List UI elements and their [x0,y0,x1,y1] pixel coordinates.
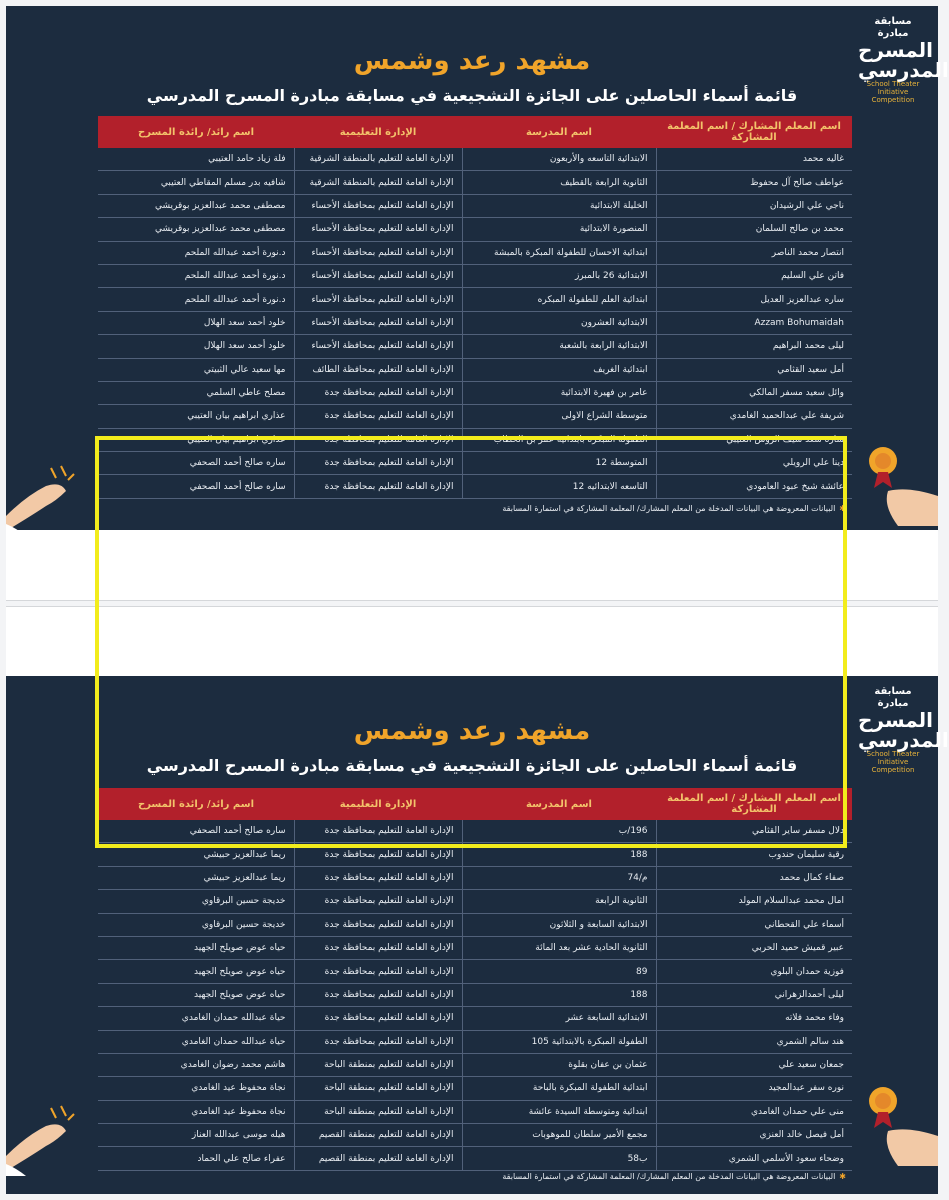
cell-teacher: صفاء كمال محمد [656,866,852,889]
table-row [98,1147,852,1170]
table-row [98,335,852,358]
cell-directorate: الإدارة العامة للتعليم بمحافظة جدة [294,1007,462,1030]
cell-school: الطفولة المبكرة بالابتدائية 105 [462,1030,656,1053]
cell-leader: حياه عوض صويلح الجهيد [98,936,294,959]
cell-directorate: الإدارة العامة للتعليم بمحافظة جدة [294,452,462,475]
table-row [98,1053,852,1076]
cell-directorate: الإدارة العامة للتعليم بمحافظة جدة [294,405,462,428]
logo-line-4: School Theater Initiative Competition [866,750,920,774]
cell-teacher: أمل فيصل خالد العنزي [656,1124,852,1147]
cell-directorate: الإدارة العامة للتعليم بمحافظة جدة [294,913,462,936]
cell-teacher: ليلى أحمدالزهراني [656,983,852,1006]
header-teacher: اسم المعلم المشارك / اسم المعلمة المشاركة [656,788,852,820]
cell-leader: د.نورة أحمد عبدالله الملحم [98,264,294,287]
cell-school: الابتدائية السابعة و الثلاثون [462,913,656,936]
cell-directorate: الإدارة العامة للتعليم بمحافظة جدة [294,820,462,843]
cell-teacher: وفاء محمد فلاته [656,1007,852,1030]
cell-school: ابتدائية الغريف [462,358,656,381]
cell-teacher: وضحاء سعود الأسلمي الشمري [656,1147,852,1170]
cell-school: الابتدائية السابعة عشر [462,1007,656,1030]
cell-directorate: الإدارة العامة للتعليم بمنطقة القصيم [294,1147,462,1170]
table-row [98,311,852,334]
cell-leader: د.نورة أحمد عبدالله الملحم [98,241,294,264]
cell-school: التاسعه الابتدائيه 12 [462,475,656,498]
table-row [98,358,852,381]
cell-school: الابتدائية التاسعه والأربعون [462,148,656,171]
cell-teacher: رقية سليمان حندوب [656,843,852,866]
cell-leader: خلود أحمد سعد الهلال [98,335,294,358]
cell-leader: ساره صالح أحمد الصحفي [98,820,294,843]
cell-school: ابتدائية ومتوسطة السيدة عائشة [462,1100,656,1123]
cell-teacher: شريفة علي عبدالحميد الغامدي [656,405,852,428]
cell-teacher: نوره سفر عبدالمجيد [656,1077,852,1100]
table-row [98,890,852,913]
cell-leader: هيله موسى عبدالله العناز [98,1124,294,1147]
header-directorate: الإدارة التعليمية [294,788,462,820]
cell-school: 196/ب [462,820,656,843]
cell-leader: حياة عبدالله حمدان الغامدي [98,1007,294,1030]
cell-school: ب58 [462,1147,656,1170]
cell-leader: خديجة حسين البرقاوي [98,913,294,936]
cell-directorate: الإدارة العامة للتعليم بمحافظة جدة [294,866,462,889]
poster-title: مشهد رعد وشمس [353,716,591,746]
cell-teacher: ساره سعد سيف الروس العتيبي [656,428,852,451]
cell-leader: عذاري ابراهيم بيان العتيبي [98,428,294,451]
table-row [98,1124,852,1147]
header-leader: اسم رائد/ رائدة المسرح [98,788,294,820]
poster-subtitle: قائمة أسماء الحاصلين على الجائزة التشجيعية في مسابقة مبادرة المسرح المدرسي [146,86,798,105]
logo-line-2: المسرح [858,708,933,732]
cell-teacher: أمل سعيد القثامي [656,358,852,381]
cell-school: مجمع الأمير سلطان للموهوبات [462,1124,656,1147]
cell-leader: نجاة محفوظ عيد الغامدي [98,1077,294,1100]
cell-teacher: فاتن علي السليم [656,264,852,287]
table-row [98,1077,852,1100]
table-row [98,866,852,889]
cell-leader: حياه عوض صويلح الجهيد [98,983,294,1006]
cell-school: الابتدائية العشرون [462,311,656,334]
table-row [98,405,852,428]
cell-teacher: عائشة شيخ عبود العامودي [656,475,852,498]
header-directorate: الإدارة التعليمية [294,116,462,148]
cell-school: ابتدائية العلم للطفولة المبكره [462,288,656,311]
logo-line-3: المدرسي [858,58,949,82]
table-header-row [98,116,852,148]
table-row [98,288,852,311]
cell-teacher: Azzam Bohumaidah [656,311,852,334]
cell-leader: خلود أحمد سعد الهلال [98,311,294,334]
cell-leader: نجاة محفوظ عيد الغامدي [98,1100,294,1123]
cell-teacher: منى علي حمدان الغامدي [656,1100,852,1123]
table-row [98,1100,852,1123]
cell-directorate: الإدارة العامة للتعليم بالمنطقة الشرقية [294,148,462,171]
cell-teacher: فوزية حمدان البلوي [656,960,852,983]
cell-leader: ساره صالح أحمد الصحفي [98,475,294,498]
cell-leader: ريما عبدالعزيز حبيشي [98,843,294,866]
cell-directorate: الإدارة العامة للتعليم بمحافظة الأحساء [294,241,462,264]
cell-school: الثانوية الرابعة [462,890,656,913]
cell-school: المتوسطة 12 [462,452,656,475]
cell-teacher: غاليه محمد [656,148,852,171]
header-school: اسم المدرسة [462,788,656,820]
cell-school: ابتدائية الطفولة المبكرة بالباحة [462,1077,656,1100]
logo-line-4: School Theater Initiative Competition [866,80,920,104]
cell-school: عثمان بن عفان بقلوة [462,1053,656,1076]
cell-leader: عذاري ابراهيم بيان العتيبي [98,405,294,428]
cell-leader: ساره صالح أحمد الصحفي [98,452,294,475]
footnote-text: البيانات المعروضة هي البيانات المدخلة من المعلم المشارك/ المعلمة المشاركة في استمارة المسابقة [502,504,836,513]
cell-school: الثانوية الحادية عشر بعد المائة [462,936,656,959]
clapping-hands-icon [6,1086,96,1176]
cell-teacher: هند سالم الشمري [656,1030,852,1053]
cell-teacher: محمد بن صالح السلمان [656,218,852,241]
table-row [98,936,852,959]
cell-directorate: الإدارة العامة للتعليم بمحافظة الأحساء [294,264,462,287]
cell-directorate: الإدارة العامة للتعليم بمنطقة الباحة [294,1100,462,1123]
header-leader: اسم رائد/ رائدة المسرح [98,116,294,148]
poster-title: مشهد رعد وشمس [353,46,591,76]
cell-directorate: الإدارة العامة للتعليم بمحافظة الأحساء [294,311,462,334]
cell-leader: حياه عوض صويلح الجهيد [98,960,294,983]
cell-directorate: الإدارة العامة للتعليم بمنطقة القصيم [294,1124,462,1147]
cell-leader: مها سعيد عالي الثبيتي [98,358,294,381]
medal-hand-icon [848,1076,938,1166]
cell-teacher: عواطف صالح آل محفوظ [656,171,852,194]
table-row [98,264,852,287]
cell-leader: مصلح عاطي السلمي [98,381,294,404]
star-icon: ✱ [839,1172,846,1181]
cell-teacher: انتصار محمد الناصر [656,241,852,264]
cell-school: ابتدائية الاحسان للطفولة المبكرة بالمبشة [462,241,656,264]
cell-directorate: الإدارة العامة للتعليم بمحافظة الطائف [294,358,462,381]
header-school: اسم المدرسة [462,116,656,148]
cell-directorate: الإدارة العامة للتعليم بمحافظة جدة [294,890,462,913]
logo-line-2: المسرح [858,38,933,62]
cell-leader: د.نورة أحمد عبدالله الملحم [98,288,294,311]
cell-directorate: الإدارة العامة للتعليم بمحافظة جدة [294,843,462,866]
cell-leader: ريما عبدالعزيز حبيشي [98,866,294,889]
cell-directorate: الإدارة العامة للتعليم بمحافظة الأحساء [294,218,462,241]
cell-leader: حياة عبدالله حمدان الغامدي [98,1030,294,1053]
cell-directorate: الإدارة العامة للتعليم بمحافظة جدة [294,960,462,983]
cell-school: الابتدائية الرابعة بالشعبة [462,335,656,358]
cell-leader: مصطفى محمد عبدالعزيز بوقريشي [98,194,294,217]
footnote [502,1172,846,1181]
table-row [98,381,852,404]
cell-directorate: الإدارة العامة للتعليم بمنطقة الباحة [294,1077,462,1100]
cell-leader: مصطفى محمد عبدالعزيز بوقريشي [98,218,294,241]
cell-school: متوسطة الشراع الاولى [462,405,656,428]
table-row [98,194,852,217]
cell-directorate: الإدارة العامة للتعليم بمحافظة جدة [294,936,462,959]
cell-leader: شافيه بدر مسلم المقاطي العتيبي [98,171,294,194]
logo-line-1: مسابقة مبادرة [874,16,912,39]
star-icon: ✱ [839,504,846,513]
cell-directorate: الإدارة العامة للتعليم بمحافظة الأحساء [294,335,462,358]
table-row [98,960,852,983]
table-row [98,983,852,1006]
cell-school: المنصورة الابتدائية [462,218,656,241]
cell-directorate: الإدارة العامة للتعليم بمحافظة جدة [294,475,462,498]
cell-school: الطفولة المبكرة بابتدائيه عمر بن الخطاب [462,428,656,451]
medal-hand-icon [848,436,938,526]
cell-school: م/74 [462,866,656,889]
logo-line-3: المدرسي [858,728,949,752]
cell-school: 89 [462,960,656,983]
yellow-highlight-box [95,436,847,848]
cell-directorate: الإدارة العامة للتعليم بمحافظة الأحساء [294,288,462,311]
cell-directorate: الإدارة العامة للتعليم بمحافظة جدة [294,428,462,451]
cell-directorate: الإدارة العامة للتعليم بمحافظة جدة [294,1030,462,1053]
cell-teacher: ليلى محمد البراهيم [656,335,852,358]
table-row [98,241,852,264]
cell-teacher: وائل سعيد مسفر المالكي [656,381,852,404]
cell-directorate: الإدارة العامة للتعليم بمنطقة الباحة [294,1053,462,1076]
logo-line-1: مسابقة مبادرة [874,686,912,709]
cell-school: 188 [462,983,656,1006]
cell-teacher: ناجي علي الرشيدان [656,194,852,217]
cell-leader: خديجة حسين البرقاوي [98,890,294,913]
cell-directorate: الإدارة العامة للتعليم بمحافظة جدة [294,381,462,404]
table-row [98,1007,852,1030]
cell-leader: هاشم محمد رضوان الغامدي [98,1053,294,1076]
table-row [98,1030,852,1053]
clapping-hands-icon [6,446,96,536]
cell-school: عامر بن فهيرة الابتدائية [462,381,656,404]
table-row [98,171,852,194]
header-teacher: اسم المعلم المشارك / اسم المعلمة المشاركة [656,116,852,148]
cell-leader: عفراء صالح علي الحماد [98,1147,294,1170]
cell-teacher: ساره عبدالعزيز العديل [656,288,852,311]
cell-directorate: الإدارة العامة للتعليم بالمنطقة الشرقية [294,171,462,194]
poster-subtitle: قائمة أسماء الحاصلين على الجائزة التشجيعية في مسابقة مبادرة المسرح المدرسي [146,756,798,775]
cell-teacher: دينا علي الرويلي [656,452,852,475]
cell-school: الخليلة الابتدائية [462,194,656,217]
table-row [98,148,852,171]
footnote-text: البيانات المعروضة هي البيانات المدخلة من المعلم المشارك/ المعلمة المشاركة في استمارة المسابقة [502,1172,836,1181]
cell-teacher: امال محمد عبدالسلام المولد [656,890,852,913]
table-row [98,913,852,936]
cell-teacher: أسماء علي القحطاني [656,913,852,936]
cell-teacher: جمعان سعيد علي [656,1053,852,1076]
cell-directorate: الإدارة العامة للتعليم بمحافظة الأحساء [294,194,462,217]
cell-directorate: الإدارة العامة للتعليم بمحافظة جدة [294,983,462,1006]
cell-teacher: عبير قميش حميد الحربي [656,936,852,959]
cell-school: 188 [462,843,656,866]
cell-leader: فلة زياد حامد العتيبي [98,148,294,171]
cell-school: الابتدائية 26 بالمبرز [462,264,656,287]
cell-teacher: دلال مسفر ساير القثامي [656,820,852,843]
table-row [98,218,852,241]
cell-school: الثانوية الرابعة بالقطيف [462,171,656,194]
